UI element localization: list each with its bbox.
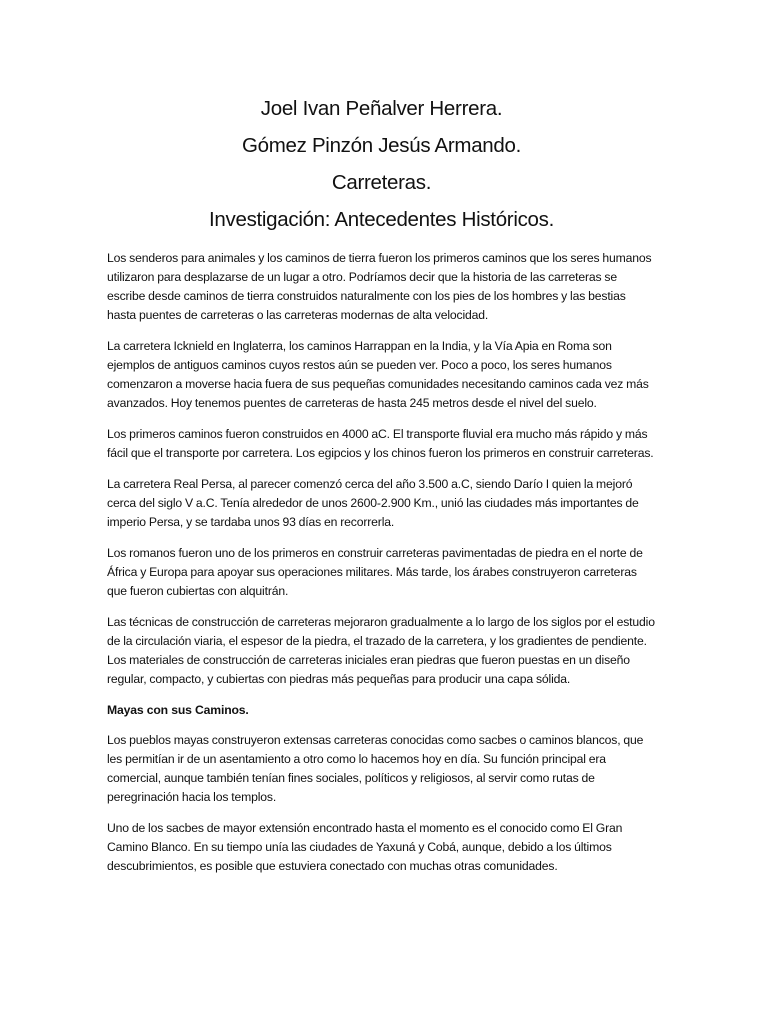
paragraph: Los pueblos mayas construyeron extensas carreteras conocidas como sacbes o caminos blancos, que les permitían ir de un asentamiento a otro como lo hacemos hoy en día. Su función principal era comercial, aunque también tenían fines sociales, políticos y religiosos, al servir como rutas de peregrinación hacia los templos. [107,733,644,804]
section-heading: Mayas con sus Caminos. [107,703,249,717]
paragraph: Los primeros caminos fueron construidos en 4000 aC. El transporte fluvial era mucho más rápido y más fácil que el transporte por carretera. Los egipcios y los chinos fueron los primeros en construir carreteras. [107,427,654,460]
paragraph: Uno de los sacbes de mayor extensión encontrado hasta el momento es el conocido como El Gran Camino Blanco. En su tiempo unía las ciudades de Yaxuná y Cobá, aunque, debido a los últimos descubrimientos, es posible que estuviera conectado con muchas otras comunidades. [107,821,623,873]
author-name-2: Gómez Pinzón Jesús Armando. [241,134,522,157]
document-title: Investigación: Antecedentes Históricos. [209,208,554,231]
subject-title: Carreteras. [331,171,432,194]
paragraph: La carretera Real Persa, al parecer comenzó cerca del año 3.500 a.C, siendo Darío I quien la mejoró cerca del siglo V a.C. Tenía alrededor de unos 2600-2.900 Km., unió las ciudades más importantes de imperio Persa, y se tardaba unos 93 días en recorrerla. [107,477,639,529]
title-block [107,90,656,238]
paragraph: La carretera Icknield en Inglaterra, los caminos Harrappan en la India, y la Vía Apia en Roma son ejemplos de antiguos caminos cuyos restos aún se pueden ver. Poco a poco, los seres humanos comenzaron a moverse hacia fuera de sus pequeñas comunidades necesitando caminos cada vez más avanzados. Hoy tenemos puentes de carreteras de hasta 245 metros desde el nivel del suelo. [107,339,649,410]
paragraph: Los senderos para animales y los caminos de tierra fueron los primeros caminos que los seres humanos utilizaron para desplazarse de un lugar a otro. Podríamos decir que la historia de las carreteras se escribe desde caminos de tierra construidos naturalmente con los pies de los hombres y las bestias hasta puentes de carreteras o las carreteras modernas de alta velocidad. [107,251,652,322]
paragraph: Los romanos fueron uno de los primeros en construir carreteras pavimentadas de piedra en el norte de África y Europa para apoyar sus operaciones militares. Más tarde, los árabes construyeron carreteras que fueron cubiertas con alquitrán. [107,546,643,598]
paragraph: Las técnicas de construcción de carreteras mejoraron gradualmente a lo largo de los siglos por el estudio de la circulación viaria, el espesor de la piedra, el trazado de la carretera, y los gradientes de pendiente. Los materiales de construcción de carreteras iniciales eran piedras que fueron puestas en un diseño regular, compacto, y cubiertas con piedras más pequeñas para producir una capa sólida. [107,615,655,686]
author-name-1: Joel Ivan Peñalver Herrera. [260,97,503,120]
